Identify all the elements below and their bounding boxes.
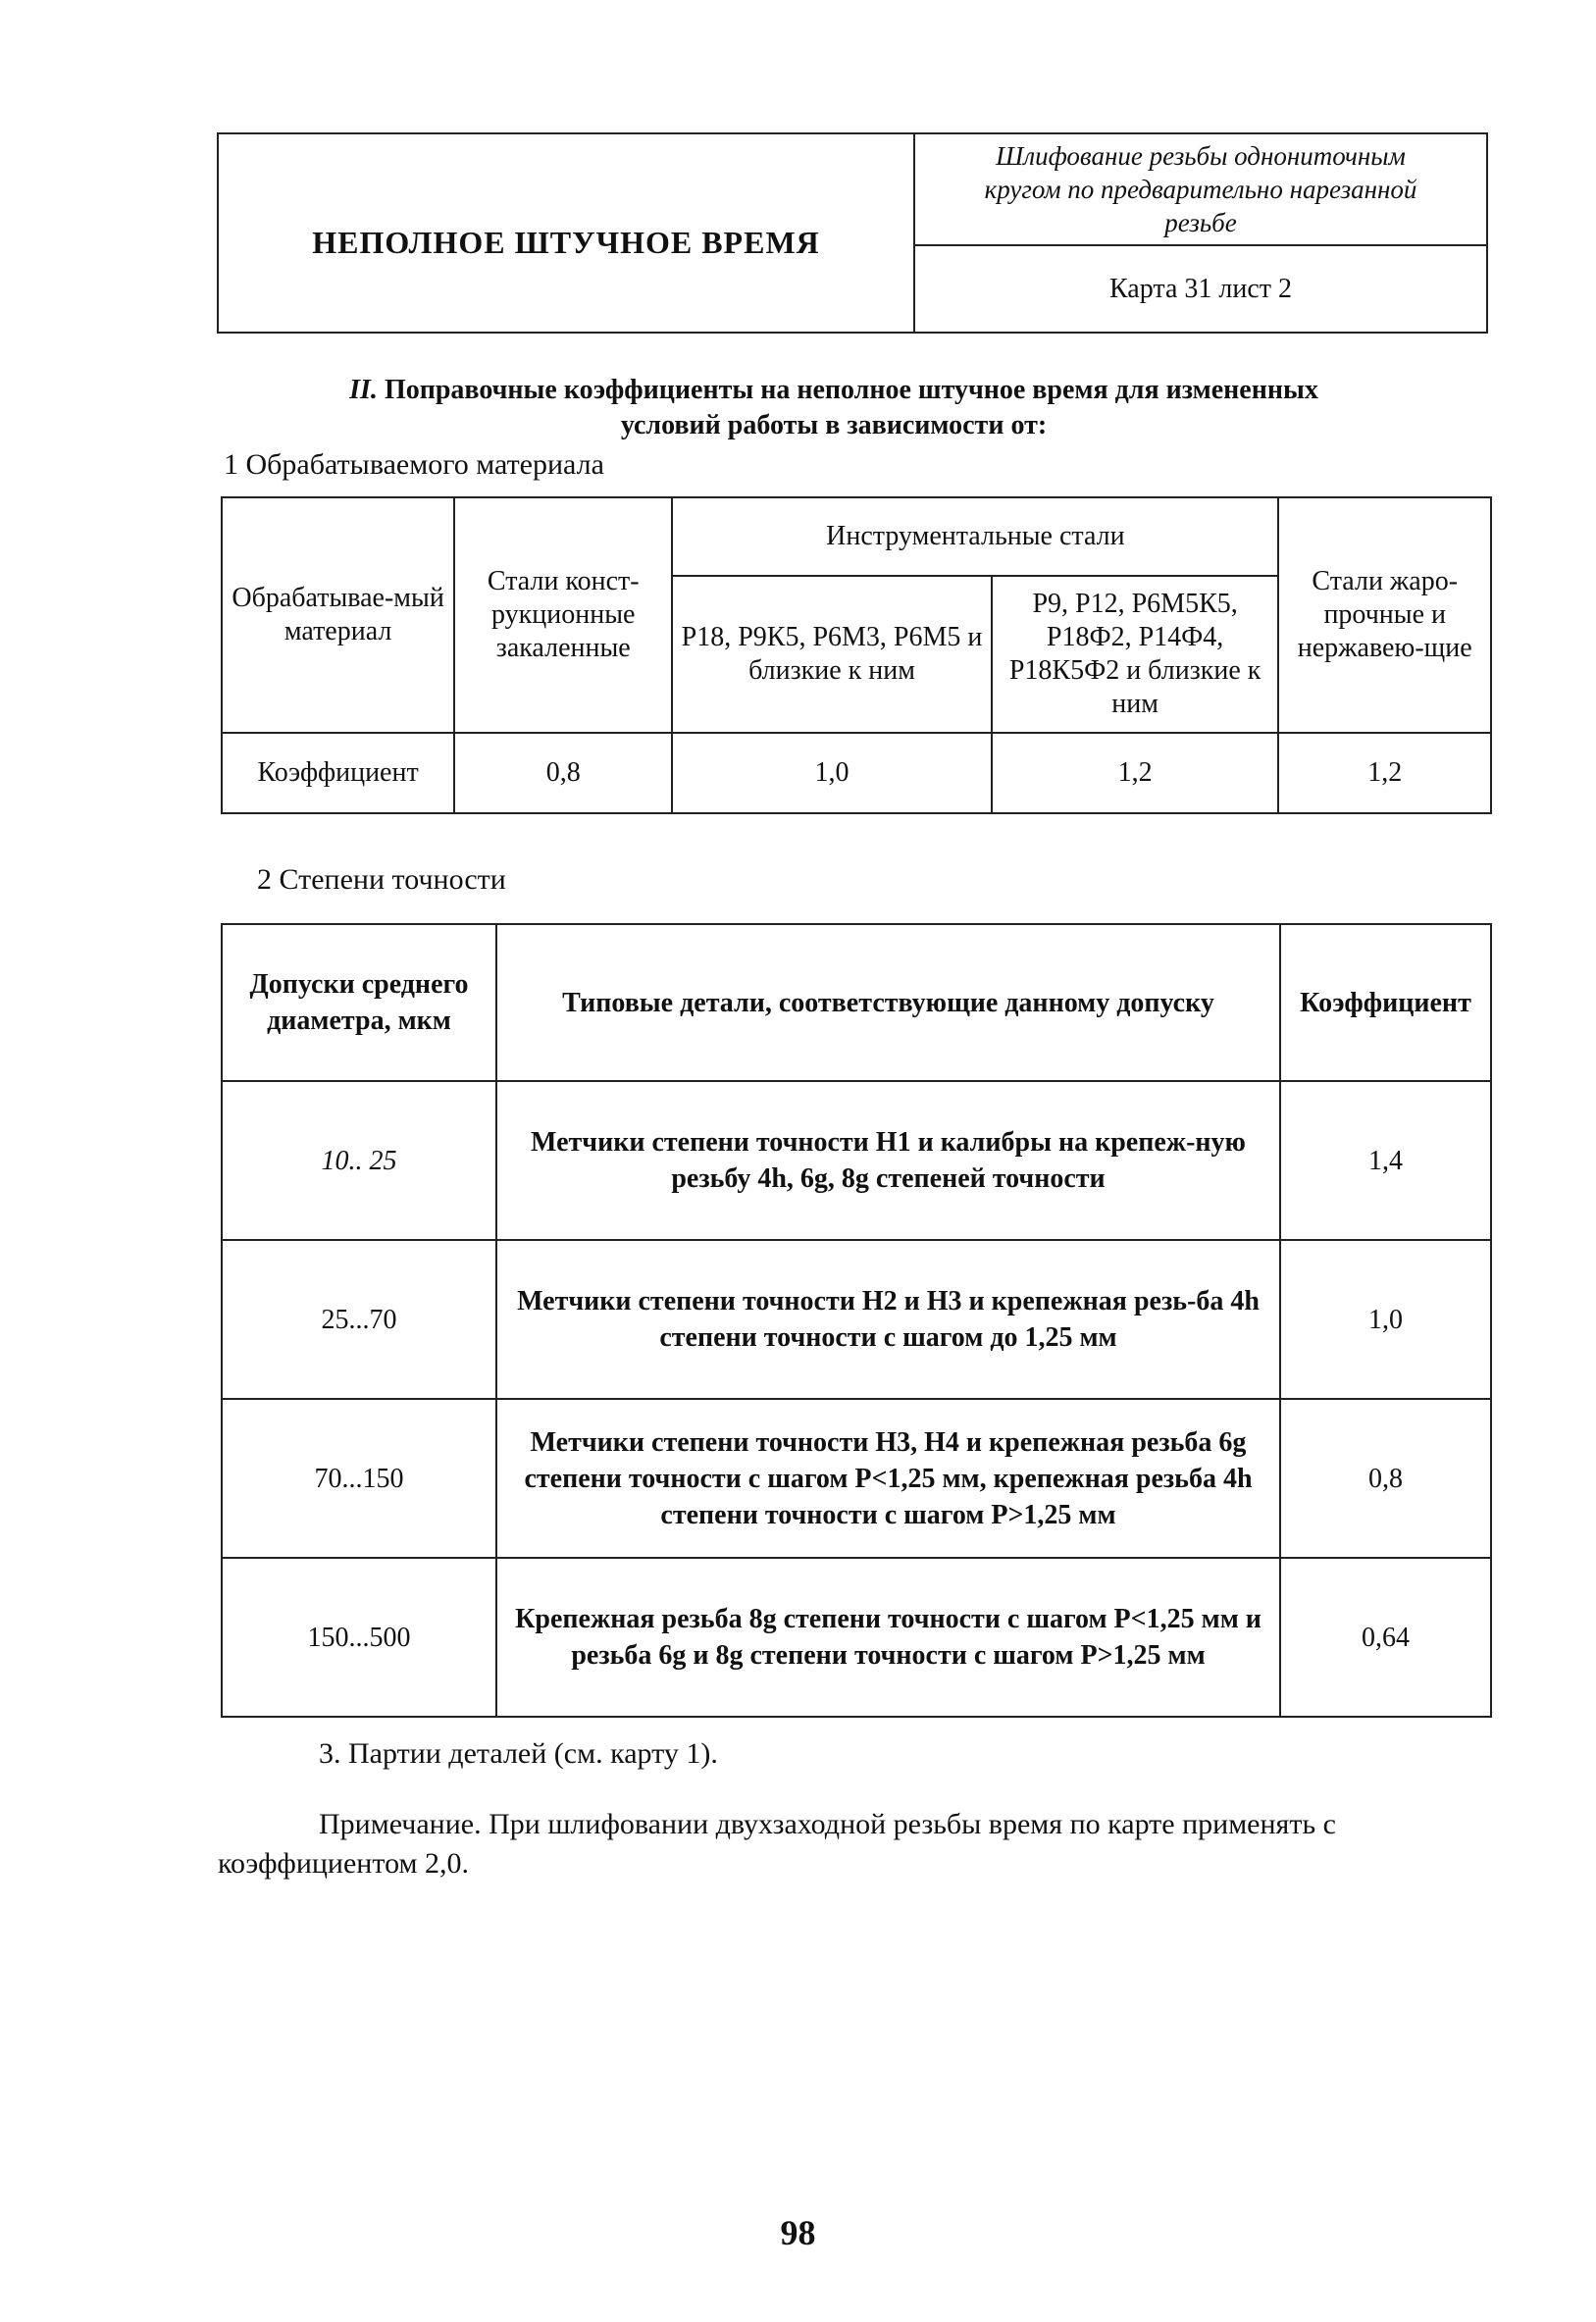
- col-coef-header: Коэффициент: [1280, 924, 1491, 1081]
- header-block: [217, 132, 1488, 334]
- note: [218, 1805, 1493, 1883]
- table-row: [222, 1240, 1491, 1399]
- col-tolerance-header: Допуски среднего диаметра, мкм: [222, 924, 496, 1081]
- header-card-cell: [914, 245, 1487, 333]
- coef-cell: 1,4: [1280, 1081, 1491, 1240]
- header-title: НЕПОЛНОЕ ШТУЧНОЕ ВРЕМЯ: [312, 225, 820, 260]
- col-structural-header: Стали конст-рукционные закаленные: [454, 497, 672, 733]
- table-row: [222, 1081, 1491, 1240]
- parts-cell: Метчики степени точности Н3, Н4 и крепежная резьба 6g степени точности с шагом Р<1,25 мм, крепежная резьба 4h степени точности с шагом Р>1,25 мм: [496, 1399, 1280, 1558]
- parts-cell: Метчики степени точности Н1 и калибры на крепеж-ную резьбу 4h, 6g, 8g степеней точности: [496, 1081, 1280, 1240]
- coefficient-tool-a: 1,0: [672, 733, 991, 813]
- header-title-cell: [218, 133, 914, 333]
- tolerance-cell: 70...150: [222, 1399, 496, 1558]
- header-subtitle-cell: [914, 133, 1487, 245]
- section-heading: [196, 373, 1471, 443]
- parts-cell: Крепежная резьба 8g степени точности с шагом Р<1,25 мм и резьба 6g и 8g степени точности с шагом Р>1,25 мм: [496, 1558, 1280, 1717]
- note-line-2: коэффициентом 2,0.: [218, 1847, 469, 1880]
- table-row: [222, 1399, 1491, 1558]
- coef-cell: 0,8: [1280, 1399, 1491, 1558]
- header-subtitle-line-3: резьбе: [1164, 208, 1237, 237]
- page-number: 98: [780, 2213, 816, 2252]
- coefficient-tool-b: 1,2: [992, 733, 1279, 813]
- section-3-text: 3. Партии деталей (см. карту 1).: [319, 1737, 718, 1770]
- material-table: [221, 496, 1492, 814]
- tolerance-cell: 25...70: [222, 1240, 496, 1399]
- coef-cell: 1,0: [1280, 1240, 1491, 1399]
- col-material-header: Обрабатывае-мый материал: [222, 497, 454, 733]
- section-2-title: 2 Степени точности: [257, 863, 506, 896]
- col-tool-a-header: Р18, Р9К5, Р6М3, Р6М5 и близкие к ним: [672, 576, 991, 733]
- accuracy-table: [221, 923, 1492, 1718]
- parts-cell: Метчики степени точности Н2 и Н3 и крепежная резь-ба 4h степени точности с шагом до 1,25 мм: [496, 1240, 1280, 1399]
- col-tool-b-header: Р9, Р12, Р6М5К5, Р18Ф2, Р14Ф4, Р18К5Ф2 и близкие к ним: [992, 576, 1279, 733]
- card-number: Карта 31 лист 2: [1109, 273, 1292, 304]
- coefficient-row-label: Коэффициент: [222, 733, 454, 813]
- coefficient-structural: 0,8: [454, 733, 672, 813]
- tolerance-cell: 10.. 25: [222, 1081, 496, 1240]
- coef-cell: 0,64: [1280, 1558, 1491, 1717]
- tolerance-cell: 150...500: [222, 1558, 496, 1717]
- table-row: [222, 1558, 1491, 1717]
- coefficient-heat: 1,2: [1278, 733, 1491, 813]
- section-heading-text-1: Поправочные коэффициенты на неполное штучное время для измененных: [384, 375, 1318, 405]
- col-parts-header: Типовые детали, соответствующие данному допуску: [496, 924, 1280, 1081]
- header-subtitle-line-1: Шлифование резьбы однониточным: [996, 141, 1406, 171]
- header-subtitle-line-2: кругом по предварительно нарезанной: [984, 175, 1417, 204]
- section-heading-roman: II.: [349, 375, 378, 405]
- col-tool-group-header: Инструментальные стали: [672, 497, 1278, 576]
- section-heading-line-2: условий работы в зависимости от:: [620, 410, 1048, 440]
- section-1-title: 1 Обрабатываемого материала: [224, 448, 604, 481]
- note-line-1: Примечание. При шлифовании двухзаходной резьбы время по карте применять с: [319, 1808, 1336, 1840]
- section-heading-line-1: [196, 373, 1471, 408]
- col-heat-header: Стали жаро-прочные и нержавею-щие: [1278, 497, 1491, 733]
